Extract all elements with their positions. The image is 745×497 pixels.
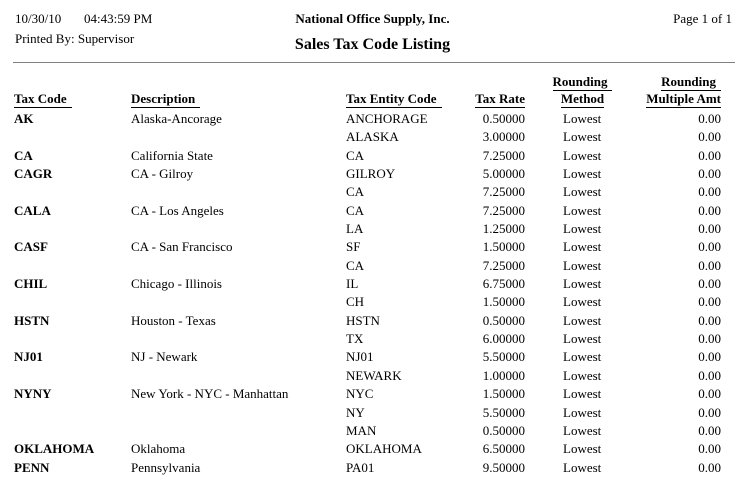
cell-rounding-method: Lowest <box>563 184 602 200</box>
table-body <box>14 110 731 477</box>
cell-rounding-multiple-amt: 0.00 <box>698 294 721 310</box>
cell-rounding-multiple-amt: 0.00 <box>698 349 721 365</box>
cell-rounding-multiple-amt: 0.00 <box>698 239 721 255</box>
table-row <box>14 404 731 422</box>
cell-tax-entity-code: ALASKA <box>346 129 399 145</box>
cell-tax-code <box>14 330 131 348</box>
cell-description: Oklahoma <box>131 441 186 457</box>
table-row <box>14 440 731 458</box>
report-time: 04:43:59 PM <box>84 11 153 26</box>
report-date: 10/30/10 <box>15 11 62 26</box>
cell-tax-entity-code: IL <box>346 276 359 292</box>
table-row <box>14 422 731 440</box>
cell-description <box>131 330 346 348</box>
column-header-label: Tax Entity Code <box>346 91 442 108</box>
cell-rounding-method: Lowest <box>563 129 602 145</box>
cell-tax-entity-code: PA01 <box>346 459 375 475</box>
table-row <box>14 202 731 220</box>
cell-tax-rate: 1.50000 <box>482 386 525 402</box>
cell-tax-code: CHIL <box>14 276 48 292</box>
cell-tax-code <box>14 128 131 146</box>
cell-tax-code <box>14 220 131 238</box>
cell-tax-entity-code: LA <box>346 221 364 237</box>
column-header-tax-rate <box>456 74 525 110</box>
cell-tax-code: PENN <box>14 459 50 475</box>
cell-description: CA - San Francisco <box>131 239 233 255</box>
cell-rounding-multiple-amt: 0.00 <box>698 459 721 475</box>
column-header-label: Tax Rate <box>475 91 525 106</box>
cell-tax-entity-code: HSTN <box>346 312 380 328</box>
cell-description: California State <box>131 147 213 163</box>
column-header-tax-entity-code <box>346 74 456 110</box>
cell-tax-code: CAGR <box>14 166 53 182</box>
cell-tax-rate: 5.50000 <box>482 404 525 420</box>
cell-tax-rate: 7.25000 <box>482 184 525 200</box>
cell-rounding-multiple-amt: 0.00 <box>698 312 721 328</box>
cell-rounding-method: Lowest <box>563 441 602 457</box>
cell-tax-rate: 0.50000 <box>482 111 525 126</box>
column-header-description <box>131 74 346 110</box>
cell-rounding-method: Lowest <box>563 331 602 347</box>
cell-tax-code <box>14 183 131 201</box>
table-row <box>14 110 731 128</box>
cell-rounding-multiple-amt: 0.00 <box>698 386 721 402</box>
column-header-label: Tax Code <box>14 91 72 108</box>
cell-tax-code: CA <box>14 147 33 163</box>
cell-tax-rate: 5.00000 <box>482 166 525 182</box>
cell-tax-entity-code: CA <box>346 202 365 218</box>
cell-tax-rate: 0.50000 <box>482 312 525 328</box>
cell-tax-rate: 7.25000 <box>482 202 525 218</box>
header-divider-rule <box>13 62 735 63</box>
cell-rounding-method: Lowest <box>563 147 602 163</box>
cell-tax-entity-code: CA <box>346 257 365 273</box>
column-header-row <box>14 74 731 110</box>
cell-rounding-method: Lowest <box>563 239 602 255</box>
cell-tax-entity-code: CA <box>346 184 365 200</box>
cell-rounding-method: Lowest <box>563 111 602 126</box>
cell-tax-entity-code: NEWARK <box>346 367 402 383</box>
table-row <box>14 165 731 183</box>
cell-tax-code: CALA <box>14 202 51 218</box>
cell-rounding-multiple-amt: 0.00 <box>698 331 721 347</box>
cell-tax-entity-code: TX <box>346 331 364 347</box>
cell-tax-code: AK <box>14 111 34 126</box>
column-header-label: Rounding <box>661 74 721 91</box>
cell-tax-code <box>14 367 131 385</box>
report-title: Sales Tax Code Listing <box>294 36 451 53</box>
cell-tax-rate: 6.50000 <box>482 441 525 457</box>
cell-rounding-multiple-amt: 0.00 <box>698 257 721 273</box>
cell-rounding-method: Lowest <box>563 367 602 383</box>
cell-tax-rate: 5.50000 <box>482 349 525 365</box>
cell-description: New York - NYC - Manhattan <box>131 386 289 402</box>
column-header-rounding-method <box>525 74 640 110</box>
table-row <box>14 220 731 238</box>
cell-rounding-multiple-amt: 0.00 <box>698 422 721 438</box>
cell-tax-code: NJ01 <box>14 349 43 365</box>
cell-tax-rate: 6.00000 <box>482 331 525 347</box>
cell-tax-code <box>14 404 131 422</box>
cell-description: NJ - Newark <box>131 349 198 365</box>
cell-description: Houston - Texas <box>131 312 216 328</box>
column-header-label: Rounding <box>553 74 613 91</box>
cell-rounding-method: Lowest <box>563 221 602 237</box>
table-row <box>14 312 731 330</box>
cell-rounding-method: Lowest <box>563 459 602 475</box>
cell-rounding-method: Lowest <box>563 349 602 365</box>
cell-rounding-multiple-amt: 0.00 <box>698 147 721 163</box>
cell-tax-rate: 1.25000 <box>482 221 525 237</box>
column-header-label: Description <box>131 91 200 108</box>
cell-rounding-multiple-amt: 0.00 <box>698 404 721 420</box>
cell-tax-rate: 0.50000 <box>482 422 525 438</box>
page-number: Page 1 of 1 <box>673 11 732 26</box>
cell-rounding-multiple-amt: 0.00 <box>698 129 721 145</box>
table-row <box>14 367 731 385</box>
table-row <box>14 348 731 366</box>
cell-description <box>131 257 346 275</box>
cell-description: Pennsylvania <box>131 459 201 475</box>
cell-tax-entity-code: NYC <box>346 386 374 402</box>
tax-code-listing-table <box>14 74 731 477</box>
table-row <box>14 330 731 348</box>
column-header-rounding-multiple-amt <box>640 74 731 110</box>
cell-tax-rate: 3.00000 <box>482 129 525 145</box>
cell-description: CA - Los Angeles <box>131 202 224 218</box>
cell-rounding-method: Lowest <box>563 294 602 310</box>
company-name: National Office Supply, Inc. <box>295 11 450 26</box>
cell-description: CA - Gilroy <box>131 166 194 182</box>
cell-tax-entity-code: CA <box>346 147 365 163</box>
cell-rounding-method: Lowest <box>563 312 602 328</box>
cell-tax-entity-code: SF <box>346 239 361 255</box>
cell-tax-code: NYNY <box>14 386 52 402</box>
cell-rounding-method: Lowest <box>563 202 602 218</box>
cell-tax-rate: 7.25000 <box>482 257 525 273</box>
cell-tax-entity-code: CH <box>346 294 365 310</box>
cell-description <box>131 220 346 238</box>
cell-tax-code <box>14 422 131 440</box>
cell-description <box>131 293 346 311</box>
cell-tax-entity-code: ANCHORAGE <box>346 111 428 126</box>
cell-tax-rate: 1.50000 <box>482 294 525 310</box>
cell-rounding-multiple-amt: 0.00 <box>698 111 721 126</box>
table-row <box>14 183 731 201</box>
cell-rounding-method: Lowest <box>563 422 602 438</box>
cell-rounding-method: Lowest <box>563 404 602 420</box>
cell-description: Alaska-Ancorage <box>131 111 222 126</box>
cell-rounding-multiple-amt: 0.00 <box>698 367 721 383</box>
column-header-label: Method <box>560 91 605 106</box>
table-row <box>14 275 731 293</box>
cell-rounding-multiple-amt: 0.00 <box>698 166 721 182</box>
cell-rounding-method: Lowest <box>563 386 602 402</box>
cell-rounding-method: Lowest <box>563 276 602 292</box>
cell-rounding-multiple-amt: 0.00 <box>698 221 721 237</box>
cell-rounding-method: Lowest <box>563 166 602 182</box>
cell-tax-code <box>14 257 131 275</box>
cell-tax-code: HSTN <box>14 312 50 328</box>
cell-description <box>131 128 346 146</box>
table-row <box>14 128 731 146</box>
table-row <box>14 257 731 275</box>
cell-rounding-method: Lowest <box>563 257 602 273</box>
cell-rounding-multiple-amt: 0.00 <box>698 441 721 457</box>
table-row <box>14 459 731 477</box>
cell-rounding-multiple-amt: 0.00 <box>698 184 721 200</box>
cell-description <box>131 404 346 422</box>
cell-description <box>131 367 346 385</box>
cell-tax-rate: 9.50000 <box>482 459 525 475</box>
cell-tax-rate: 6.75000 <box>482 276 525 292</box>
cell-tax-code: CASF <box>14 239 48 255</box>
cell-tax-entity-code: GILROY <box>346 166 396 182</box>
column-header-tax-code <box>14 74 131 110</box>
column-header-label: Multiple Amt <box>646 91 721 106</box>
cell-tax-entity-code: MAN <box>346 422 377 438</box>
printed-by: Printed By: Supervisor <box>15 31 135 46</box>
table-row <box>14 385 731 403</box>
cell-rounding-multiple-amt: 0.00 <box>698 276 721 292</box>
table-row <box>14 293 731 311</box>
cell-tax-entity-code: OKLAHOMA <box>346 441 422 457</box>
cell-tax-rate: 7.25000 <box>482 147 525 163</box>
cell-tax-entity-code: NY <box>346 404 365 420</box>
table-row <box>14 238 731 256</box>
cell-description <box>131 183 346 201</box>
cell-tax-rate: 1.00000 <box>482 367 525 383</box>
cell-description: Chicago - Illinois <box>131 276 222 292</box>
cell-description <box>131 422 346 440</box>
table-row <box>14 147 731 165</box>
cell-rounding-multiple-amt: 0.00 <box>698 202 721 218</box>
cell-tax-entity-code: NJ01 <box>346 349 374 365</box>
cell-tax-rate: 1.50000 <box>482 239 525 255</box>
cell-tax-code: OKLAHOMA <box>14 441 95 457</box>
cell-tax-code <box>14 293 131 311</box>
